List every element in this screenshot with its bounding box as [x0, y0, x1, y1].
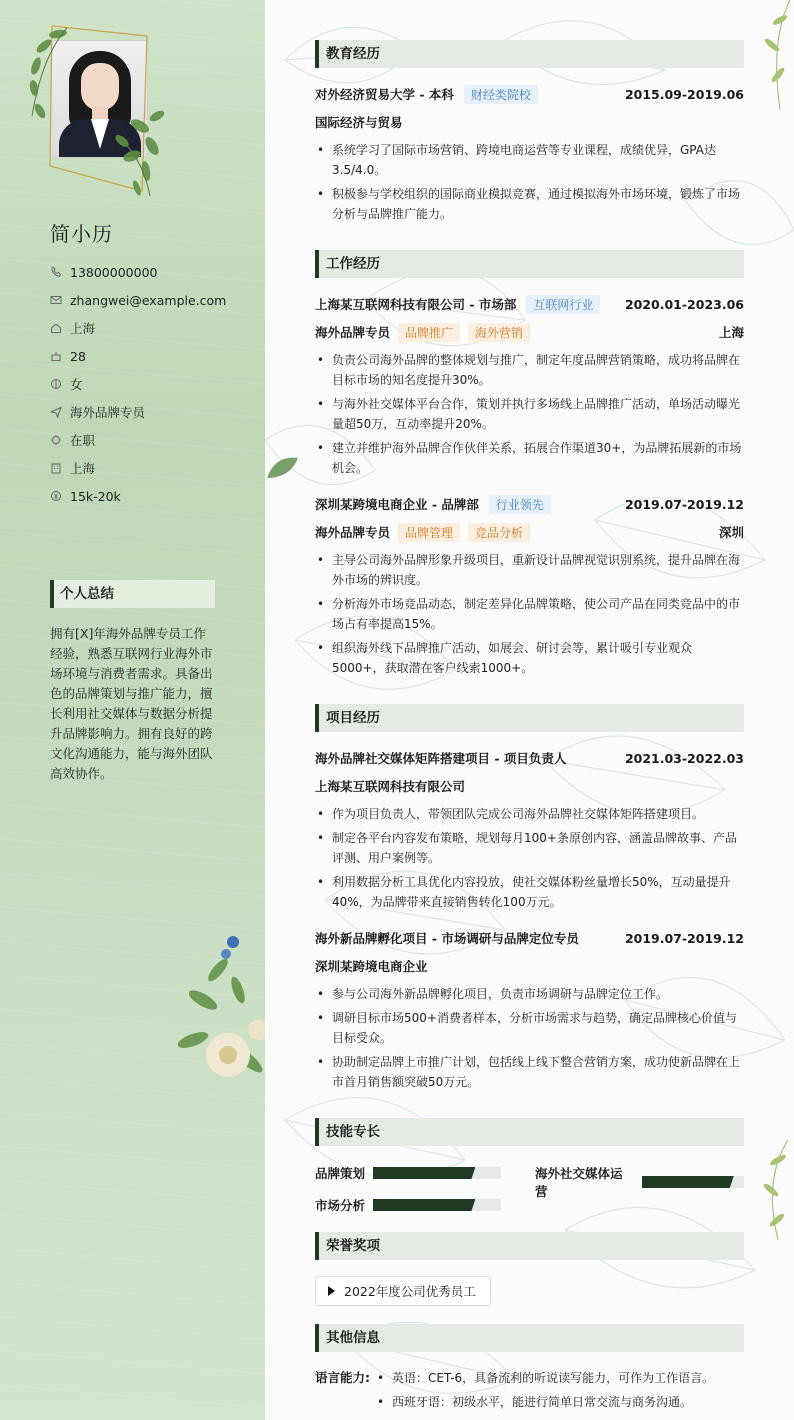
job-tag: 行业领先 [489, 495, 551, 514]
job-skill-tag: 竞品分析 [468, 523, 530, 542]
status-icon [50, 434, 62, 446]
skill-item [535, 1164, 744, 1200]
flower-decoration [178, 930, 265, 1090]
list-item: • 英语：CET-6，具备流利的听说读写能力，可作为工作语言。 [375, 1368, 714, 1388]
language-list [375, 1368, 714, 1416]
play-icon [328, 1286, 335, 1296]
job-skill-tag: 品牌推广 [398, 323, 460, 342]
leaf-decoration [265, 450, 300, 485]
vine-top-decoration [750, 0, 794, 110]
info-position [50, 398, 250, 426]
job-city: 上海 [718, 325, 744, 340]
job-header [315, 494, 744, 514]
job-city: 深圳 [718, 525, 744, 540]
project-bullets [315, 984, 744, 1096]
info-location [50, 314, 250, 342]
skill-bar-fill [373, 1167, 475, 1179]
education-date: 2015.09-2019.06 [624, 86, 744, 102]
summary-text: 拥有[X]年海外品牌专员工作经验，熟悉互联网行业海外市场环境与消费者需求。具备出色的品牌策划与推广能力，擅长利用社交媒体与数据分析提升品牌影响力。拥有良好的跨文化沟通能力，能与海外团队高效协作。 [50, 626, 213, 781]
project-date: 2021.03-2022.03 [624, 750, 744, 766]
position-text: 海外品牌专员 [70, 405, 146, 420]
project-bullets [315, 804, 744, 916]
project-company: 上海某互联网科技有限公司 [315, 779, 466, 794]
education-title: 教育经历 [315, 40, 744, 68]
job-date: 2020.01-2023.06 [624, 296, 744, 312]
avatar [50, 40, 148, 158]
list-item: • 西班牙语：初级水平，能进行简单日常交流与商务沟通。 [375, 1392, 714, 1412]
project-name: 海外品牌社交媒体矩阵搭建项目 - 项目负责人 [315, 751, 567, 766]
list-item: • 建立并维护海外品牌合作伙伴关系，拓展合作渠道30+，为品牌拓展新的市场机会。 [315, 438, 744, 478]
project-header [315, 748, 744, 768]
age-text: 28 [70, 348, 86, 364]
skill-bar-fill [373, 1199, 475, 1211]
mail-icon [50, 294, 62, 306]
gender-icon [50, 378, 62, 390]
info-gender [50, 370, 250, 398]
sidebar [0, 0, 265, 1420]
skill-name: 海外社交媒体运营 [535, 1166, 623, 1199]
list-item: • 与海外社交媒体平台合作，策划并执行多场线上品牌推广活动，单场活动曝光量超50万，互动率提升20%。 [315, 394, 744, 434]
job-skill-tag: 品牌管理 [398, 523, 460, 542]
list-item: • 作为项目负责人，带领团队完成公司海外品牌社交媒体矩阵搭建项目。 [315, 804, 744, 824]
info-status [50, 426, 250, 454]
skill-item [315, 1196, 501, 1214]
job-company: 深圳某跨境电商企业 - 品牌部 [315, 497, 479, 512]
award-item [315, 1276, 491, 1306]
job-company: 上海某互联网科技有限公司 - 市场部 [315, 297, 517, 312]
list-item: • 组织海外线下品牌推广活动，如展会、研讨会等，累计吸引专业观众5000+，获取潜在客户线索1000+。 [315, 638, 744, 678]
cake-icon [50, 350, 62, 362]
location-text: 上海 [70, 321, 96, 336]
skill-bar [373, 1167, 501, 1179]
school-name: 对外经济贸易大学 - 本科 [315, 87, 454, 102]
job-bullets [315, 550, 744, 682]
project-name: 海外新品牌孵化项目 - 市场调研与品牌定位专员 [315, 931, 579, 946]
job-role: 海外品牌专员 [315, 525, 391, 540]
school-tag: 财经类院校 [464, 85, 538, 104]
skill-name: 市场分析 [315, 1198, 366, 1213]
info-city [50, 454, 250, 482]
skill-name: 品牌策划 [315, 1166, 366, 1181]
list-item: • 调研目标市场500+消费者样本，分析市场需求与趋势，确定品牌核心价值与目标受众。 [315, 1008, 744, 1048]
city-text: 上海 [70, 461, 96, 476]
other-title: 其他信息 [315, 1324, 744, 1352]
skill-bar-fill [642, 1176, 734, 1188]
info-age [50, 342, 250, 370]
send-icon [50, 406, 62, 418]
work-title: 工作经历 [315, 250, 744, 278]
list-item: • 参与公司海外新品牌孵化项目，负责市场调研与品牌定位工作。 [315, 984, 744, 1004]
status-text: 在职 [70, 433, 96, 448]
projects-title: 项目经历 [315, 704, 744, 732]
skill-item [315, 1164, 501, 1182]
job-header [315, 294, 744, 314]
education-header [315, 84, 744, 104]
education-bullets [315, 140, 744, 228]
main-content [265, 0, 794, 1420]
job-role-row [315, 522, 744, 542]
summary-title: 个人总结 [50, 580, 215, 608]
list-item: • 利用数据分析工具优化内容投放，使社交媒体粉丝量增长50%，互动量提升40%，为品牌带来直接销售转化100万元。 [315, 872, 744, 912]
gender-text: 女 [70, 377, 83, 392]
skills-title: 技能专长 [315, 1118, 744, 1146]
info-salary [50, 482, 250, 510]
project-date: 2019.07-2019.12 [624, 930, 744, 946]
salary-text: 15k-20k [70, 488, 121, 504]
list-item: • 积极参与学校组织的国际商业模拟竞赛，通过模拟海外市场环境，锻炼了市场分析与品牌推广能力。 [315, 184, 744, 224]
job-skill-tag: 海外营销 [468, 323, 530, 342]
info-email [50, 286, 250, 314]
job-role-row [315, 322, 744, 342]
list-item: • 负责公司海外品牌的整体规划与推广，制定年度品牌营销策略，成功将品牌在目标市场的知名度提升30%。 [315, 350, 744, 390]
job-date: 2019.07-2019.12 [624, 496, 744, 512]
job-bullets [315, 350, 744, 482]
building-icon [50, 462, 62, 474]
project-company: 深圳某跨境电商企业 [315, 959, 428, 974]
education-major: 国际经济与贸易 [315, 115, 403, 130]
list-item: • 系统学习了国际市场营销、跨境电商运营等专业课程，成绩优异，GPA达3.5/4.0。 [315, 140, 744, 180]
contact-info [50, 258, 250, 510]
phone-icon [50, 266, 62, 278]
list-item: • 制定各平台内容发布策略，规划每月100+条原创内容，涵盖品牌故事、产品评测、用户案例等。 [315, 828, 744, 868]
awards-title: 荣誉奖项 [315, 1232, 744, 1260]
job-tag: 互联网行业 [526, 295, 600, 314]
list-item: • 协助制定品牌上市推广计划，包括线上线下整合营销方案，成功使新品牌在上市首月销售额突破50万元。 [315, 1052, 744, 1092]
list-item: • 主导公司海外品牌形象升级项目，重新设计品牌视觉识别系统，提升品牌在海外市场的辨识度。 [315, 550, 744, 590]
list-item: • 分析海外市场竞品动态，制定差异化品牌策略，使公司产品在同类竞品中的市场占有率提高15%。 [315, 594, 744, 634]
award-text: 2022年度公司优秀员工 [344, 1284, 476, 1299]
language-label: 语言能力: [315, 1370, 370, 1385]
money-icon [50, 490, 62, 502]
email-text: zhangwei@example.com [70, 292, 227, 308]
phone-text: 13800000000 [70, 264, 158, 280]
info-phone [50, 258, 250, 286]
profile-name: 简小历 [50, 222, 113, 246]
home-icon [50, 322, 62, 334]
project-header [315, 928, 744, 948]
vine-bottom-decoration [753, 1140, 794, 1240]
skill-bar [373, 1199, 501, 1211]
skill-bar [642, 1176, 744, 1188]
job-role: 海外品牌专员 [315, 325, 391, 340]
